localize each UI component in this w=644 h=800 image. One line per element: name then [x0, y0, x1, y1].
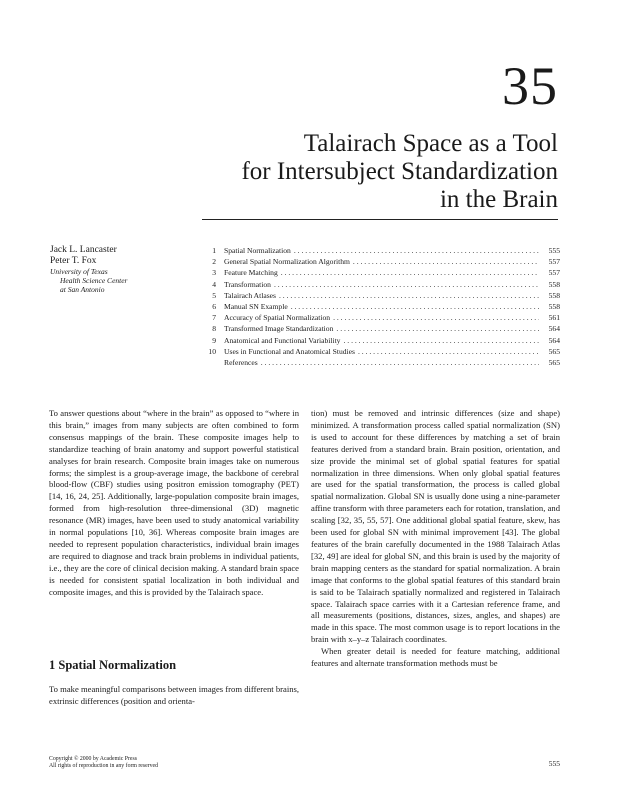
toc-title: Spatial Normalization	[224, 246, 291, 255]
toc-title: Uses in Functional and Anatomical Studies	[224, 346, 355, 356]
toc-number: 10	[208, 346, 216, 356]
toc-leader	[281, 267, 539, 278]
toc-entry[interactable]	[200, 256, 560, 267]
copyright-notice	[49, 756, 158, 770]
page-number: 555	[548, 759, 560, 768]
title-divider	[202, 219, 558, 220]
toc-title: Transformation	[224, 279, 271, 289]
toc-page: 564	[548, 335, 560, 345]
copyright-line: Copyright © 2000 by Academic Press	[49, 756, 137, 762]
affiliation-line: at San Antonio	[60, 285, 105, 294]
toc-leader	[261, 357, 539, 368]
author-block	[50, 245, 127, 294]
toc-leader	[336, 323, 539, 334]
chapter-title-line: in the Brain	[439, 186, 558, 213]
toc-title: General Spatial Normalization Algorithm	[224, 257, 350, 267]
toc-number: 1	[212, 246, 216, 255]
toc-number: 3	[212, 268, 216, 278]
toc-title: Feature Matching	[224, 268, 278, 278]
toc-number: 8	[212, 324, 216, 334]
toc-title: Talairach Atlases	[224, 290, 276, 300]
toc-entry[interactable]	[200, 346, 560, 357]
chapter-title-line: Talairach Space as a Tool	[303, 130, 558, 157]
toc-entry[interactable]	[200, 290, 560, 301]
author-affiliation	[50, 267, 127, 294]
toc-leader	[343, 335, 539, 346]
toc-leader	[353, 256, 539, 267]
toc-entry[interactable]	[200, 267, 560, 278]
chapter-number: 35	[502, 56, 558, 116]
toc-leader	[358, 346, 539, 357]
toc-entry[interactable]	[200, 335, 560, 346]
table-of-contents	[200, 245, 560, 368]
toc-page: 555	[548, 246, 560, 255]
toc-page: 558	[548, 290, 560, 300]
body-paragraph: When greater detail is needed for feature matching, additional features and alternate transformation methods must be	[311, 646, 560, 669]
toc-leader	[279, 290, 539, 301]
toc-page: 557	[548, 268, 560, 278]
toc-leader	[333, 312, 539, 323]
body-paragraph: tion) must be removed and intrinsic differences (size and shape) minimized. A transformation process called spatial normalization (SN) is used to account for these differences by matching a set of brain features derived from a standard brain. Brain position, orientation, and size provide the minimal set of global spatial features for spatial normalization in three dimensions. When only global spatial features are used for the spatial transformation, the process is called global spatial normalization. Global SN is usually done using a nine-parameter affine transform with three parameters each for rotation, translation, and scaling [32, 35, 55, 57]. One additional global spatial feature, skew, has been used for global SN with minimal improvement [43]. The global features of the brain carefully documented in the 1988 Talairach Atlas [32, 49] are ideal for global SN, and this brain is used by the majority of brain mapping centers as the standard for spatial normalization. A brain image that conforms to the global spatial features of this standard brain is said to be Talairach spatially normalized and registered in Talairach space. Talairach space carries with it a Cartesian reference frame, and all measurements (positions, distances, sizes, angles, and shapes) are made in this space. The most common usage is to report locations in the brain with x–y–z Talairach coordinates.	[311, 408, 560, 645]
body-column-right	[311, 408, 560, 670]
toc-number: 7	[212, 313, 216, 323]
toc-page: 558	[548, 279, 560, 289]
section-paragraph-text: To make meaningful comparisons between images from different brains, extrinsic differences (position and orienta-	[49, 684, 299, 706]
toc-page: 558	[548, 302, 560, 312]
toc-title: Transformed Image Standardization	[224, 324, 334, 334]
chapter-title	[241, 130, 558, 214]
body-column-left	[49, 408, 299, 599]
toc-number: 9	[212, 335, 216, 345]
chapter-title-line: for Intersubject Standardization	[241, 158, 558, 185]
affiliation-line: University of Texas	[50, 267, 108, 276]
toc-title: Accuracy of Spatial Normalization	[224, 313, 331, 323]
toc-leader	[274, 279, 539, 290]
toc-title: Anatomical and Functional Variability	[224, 335, 341, 345]
section-heading: 1 Spatial Normalization	[49, 658, 177, 672]
toc-number: 6	[212, 302, 216, 312]
affiliation-line: Health Science Center	[60, 276, 128, 285]
toc-entry[interactable]	[200, 279, 560, 290]
toc-entry[interactable]	[200, 357, 560, 368]
toc-page: 565	[548, 358, 560, 368]
toc-entry[interactable]	[200, 312, 560, 323]
section-paragraph	[49, 684, 299, 708]
copyright-line: All rights of reproduction in any form reserved	[49, 763, 158, 769]
toc-title: References	[224, 358, 258, 368]
toc-page: 561	[548, 313, 560, 323]
toc-entry[interactable]	[200, 301, 560, 312]
toc-number: 2	[212, 257, 216, 267]
toc-leader	[291, 301, 539, 312]
toc-page: 565	[548, 346, 560, 356]
toc-leader	[294, 245, 539, 256]
intro-paragraph: To answer questions about “where in the brain” as opposed to “where in this brain,” images from many subjects are often combined to form consensus mappings of the brain. These composite images help to standardize teaching of brain anatomy and support powerful statistical analyses for brain research. Composite brain images take on numerous forms; the simplest is a group-average image, the backbone of cerebral blood-flow (CBF) studies using positron emission tomography (PET) [14, 16, 24, 25]. Additionally, large-population composite brain images, formed from high-resolution three-dimensional (3D) magnetic resonance (MR) images, have been used to study anatomical variability in normal populations [10, 36]. Whereas composite brain images are needed to represent population characteristics, individual brain images are required to diagnose and track brain problems in individual patients, i.e., they are the core of clinical decision making. A standard brain space is needed for consistent spatial localization in both individual and composite images, and this is provided by the Talairach space.	[49, 408, 299, 597]
toc-title: Manual SN Example	[224, 302, 288, 312]
toc-number: 4	[212, 279, 216, 289]
toc-entry[interactable]	[200, 245, 560, 256]
author-name: Peter T. Fox	[50, 256, 97, 266]
toc-page: 564	[548, 324, 560, 334]
author-name: Jack L. Lancaster	[50, 245, 117, 255]
toc-number	[200, 357, 216, 368]
toc-entry[interactable]	[200, 323, 560, 334]
toc-number: 5	[212, 290, 216, 300]
toc-page: 557	[548, 257, 560, 267]
